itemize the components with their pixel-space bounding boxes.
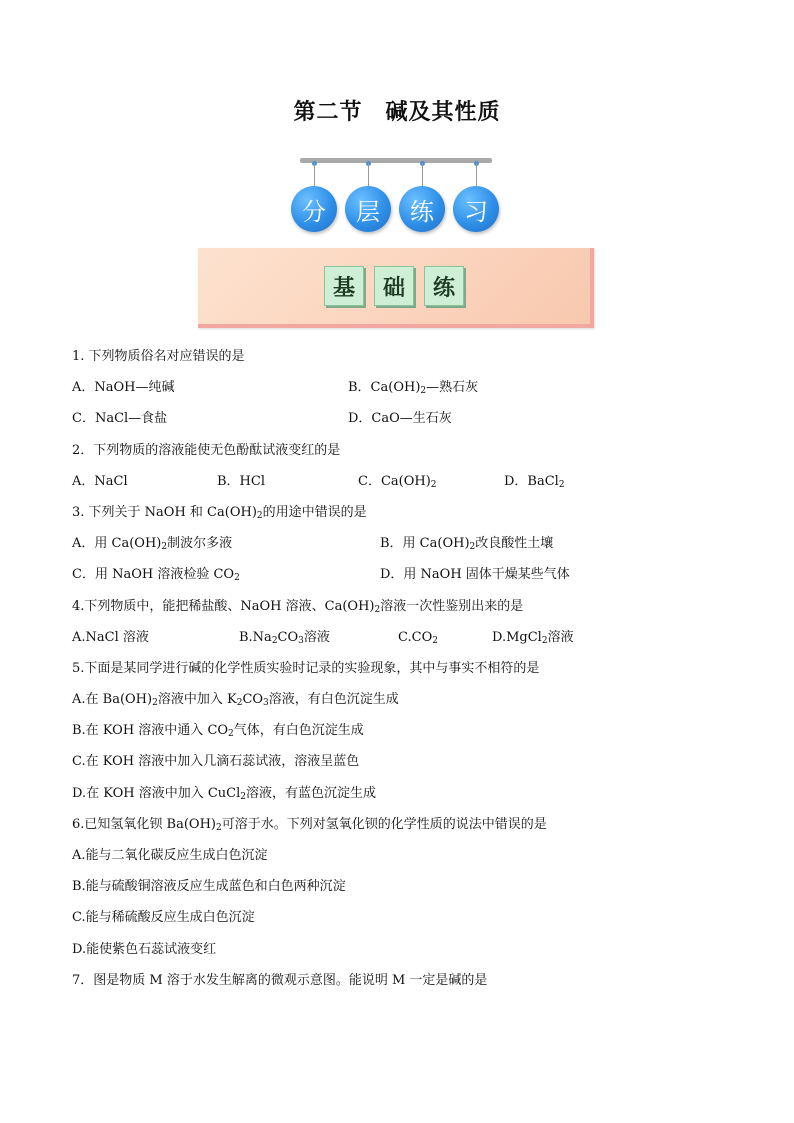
option-row: [72, 372, 732, 403]
ball-label: 层: [345, 186, 391, 232]
option: C.在 KOH 溶液中加入几滴石蕊试液，溶液呈蓝色: [72, 754, 360, 770]
page-title: 第二节 碱及其性质: [293, 100, 501, 125]
question-stem: 3. 下列关于 NaOH 和 $Ca(OH)_2$的用途中错误的是: [72, 504, 367, 521]
option: $C.CO_2$: [398, 629, 438, 646]
option: A．NaCl: [72, 473, 128, 489]
option: A.能与二氧化碳反应生成白色沉淀: [72, 848, 268, 863]
question-stem: 5.下面是某同学进行碱的化学性质实验时记录的实验现象，其中与事实不相符的是: [72, 660, 540, 676]
option: B．用 $Ca(OH)_2$改良酸性土壤: [380, 536, 554, 553]
option-row: [72, 528, 732, 559]
hanging-string: [368, 163, 369, 188]
section-banner: [198, 248, 594, 328]
option: C．用 NaOH 溶液检验 $CO_2$: [72, 567, 240, 584]
question-list: [72, 341, 732, 996]
question-stem: 4.下列物质中，能把稀盐酸、NaOH 溶液、$Ca(OH)_2$溶液一次性鉴别出来的是: [72, 598, 524, 615]
ball-label: 练: [399, 186, 445, 232]
option: A.NaCl 溶液: [72, 629, 149, 645]
option-row: [72, 559, 732, 590]
banner-tile: 基: [324, 266, 364, 306]
option: B．HCl: [217, 473, 265, 489]
hanging-string: [422, 163, 423, 188]
ball-label: 习: [453, 186, 499, 232]
question-stem: 7．图是物质 M 溶于水发生解离的微观示意图。能说明 M 一定是碱的是: [72, 972, 488, 988]
option: A．NaOH—纯碱: [72, 380, 175, 396]
option: B.能与硫酸铜溶液反应生成蓝色和白色两种沉淀: [72, 879, 346, 895]
option: C.能与稀硫酸反应生成白色沉淀: [72, 910, 255, 926]
question-stem: 6.已知氢氧化钡 $Ba(OH)_2$可溶于水。下列对氢氧化钡的化学性质的说法中错误的是: [72, 816, 547, 833]
option: B.在 KOH 溶液中通入 $CO_2$气体，有白色沉淀生成: [72, 723, 364, 740]
option: C．NaCl—食盐: [72, 411, 168, 427]
banner-tile: 础: [374, 266, 414, 306]
option-row: [72, 403, 732, 434]
option: D.MgCl$_2$溶液: [492, 629, 574, 646]
option: D．用 NaOH 固体干燥某些气体: [380, 567, 570, 583]
question-stem: 1. 下列物质俗名对应错误的是: [72, 349, 245, 364]
option: C．$Ca(OH)_2$: [358, 473, 437, 490]
option: D.能使紫色石蕊试液变红: [72, 941, 217, 957]
option: B．$Ca(OH)_2—$熟石灰: [348, 380, 479, 397]
option: A.在 $Ba(OH)_2$溶液中加入 $K_2CO_3$溶液，有白色沉淀生成: [72, 692, 399, 709]
hanging-string: [476, 163, 477, 188]
option: A．用 $Ca(OH)_2$制波尔多液: [72, 536, 233, 553]
question-stem: 2．下列物质的溶液能使无色酚酞试液变红的是: [72, 442, 341, 458]
option: $B.Na_2CO_3$溶液: [239, 629, 330, 646]
option: D.在 KOH 溶液中加入 CuCl$_2$溶液，有蓝色沉淀生成: [72, 785, 377, 802]
option-row: [72, 622, 732, 653]
option: D．BaCl$_2$: [504, 473, 565, 490]
option-row: [72, 466, 732, 497]
hanging-rod: [300, 158, 492, 163]
ball-label: 分: [291, 186, 337, 232]
hanging-string: [314, 163, 315, 188]
banner-tile: 练: [424, 266, 464, 306]
option: D．CaO—生石灰: [348, 411, 452, 427]
